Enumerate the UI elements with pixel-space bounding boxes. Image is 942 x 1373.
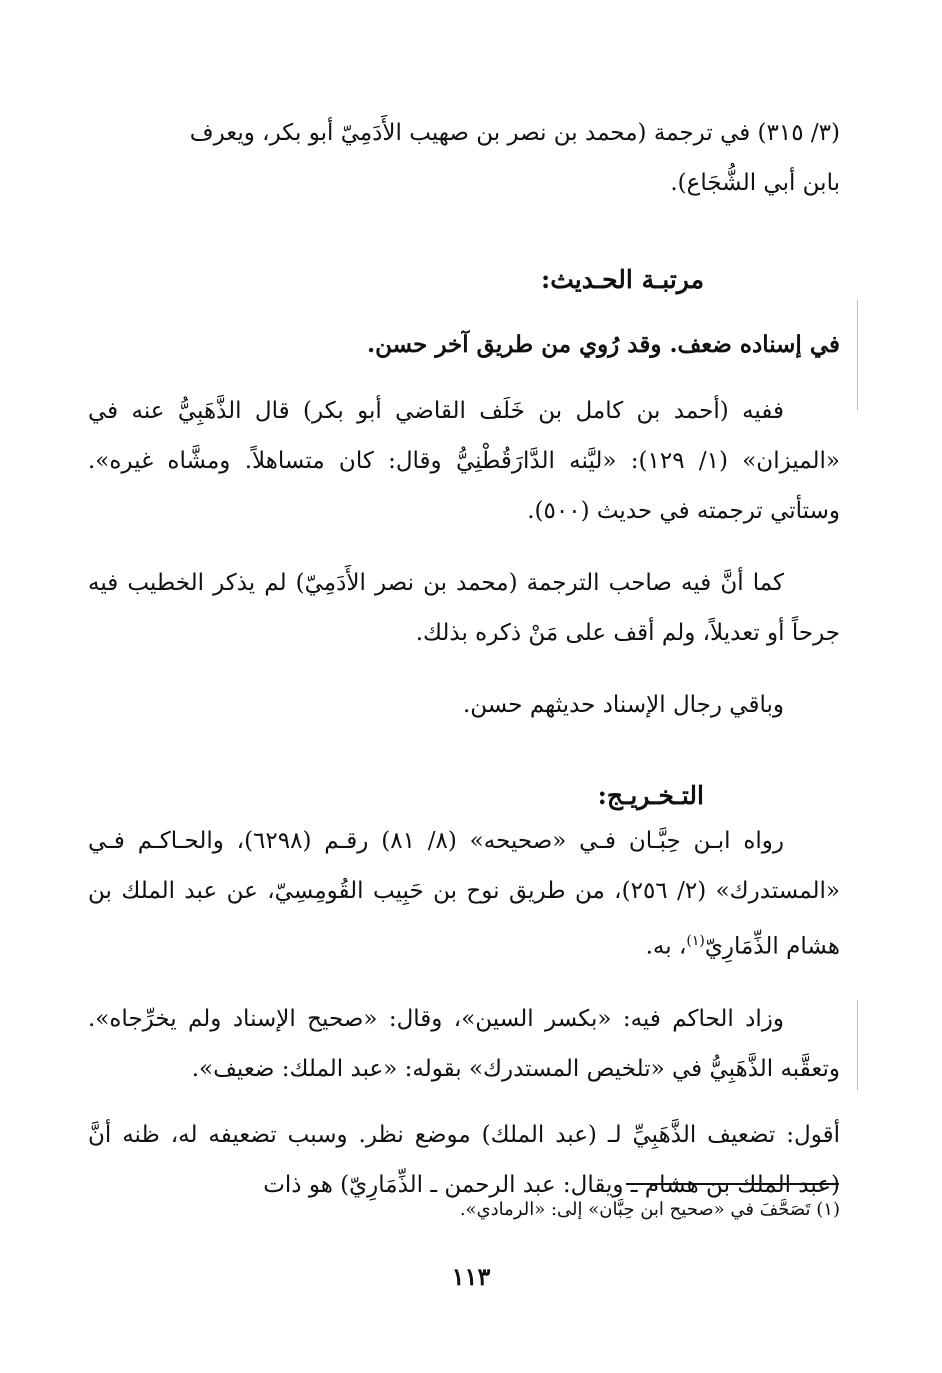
footnote-reference: (١): [686, 933, 705, 949]
rank-statement: في إسناده ضعف. وقد رُوي من طريق آخر حسن.: [367, 331, 840, 358]
scan-edge-mark: [857, 1000, 858, 1090]
paragraph-takhrij-sources: [88, 816, 840, 972]
footnote-1: (١) تَصَحَّفَ في «صحيح ابن حِبَّان» إلى: «الرمادي».: [459, 1199, 840, 1220]
intro-line-2: بابن أبي الشُّجَاع).: [670, 170, 840, 196]
footnote-separator: [626, 1183, 839, 1185]
paragraph-author-comment: أقول: تضعيف الذَّهَبِيِّ لـ (عبد الملك) موضع نظر. وسبب تضعيفه له، ظنه أنَّ (عبد الملك بن هشام ـ ويقال: عبد الرحمن ـ الذِّمَارِيّ) هو ذات: [88, 1121, 840, 1198]
page-number: ١١٣: [451, 1262, 491, 1291]
heading-hadith-rank: مرتبـة الحـديث:: [540, 265, 704, 294]
takhrij-text-end: ، به.: [645, 933, 687, 960]
takhrij-text: رواه ابـن حِبَّـان فـي «صحيحه» (٨/ ٨١) رقـم (٦٢٩٨)، والحـاكـم فـي «المستدرك» (٢/ ٢٥٦)، من طريق نوح بن حَبِيب القُومِسِيّ، عن عبد الملك بن هشام الذِّمَارِيّ: [88, 828, 841, 960]
paragraph-hakim-addition: وزاد الحاكم فيه: «بكسر السين»، وقال: «صحيح الإسناد ولم يخرِّجاه». وتعقَّبه الذَّهَبِيُّ في «تلخيص المستدرك» بقوله: «عبد الملك: ضعيف».: [88, 1005, 840, 1082]
paragraph-narrator-ahmad: ففيه (أحمد بن كامل بن خَلَف القاضي أبو بكر) قال الذَّهَبِيُّ عنه في «الميزان» (١/ ١٢٩): «ليَّنه الدَّارَقُطْنِيُّ وقال: كان متساهلاً. ومشَّاه غيره». وستأتي ترجمته في حديث (٥٠٠).: [88, 398, 840, 524]
paragraph-remaining-narrators: وباقي رجال الإسناد حديثهم حسن.: [462, 692, 784, 718]
scan-edge-mark: [857, 300, 858, 410]
paragraph-narrator-muhammad: كما أنَّ فيه صاحب الترجمة (محمد بن نصر الأَدَمِيّ) لم يذكر الخطيب فيه جرحاً أو تعديلاً، ولم أقف على مَنْ ذكره بذلك.: [88, 570, 840, 646]
heading-takhrij: التـخـريـج:: [597, 781, 704, 810]
intro-line-1: (٣/ ٣١٥) في ترجمة (محمد بن نصر بن صهيب الأَدَمِيّ أبو بكر، ويعرف: [189, 120, 840, 146]
page-body: [88, 108, 840, 1210]
